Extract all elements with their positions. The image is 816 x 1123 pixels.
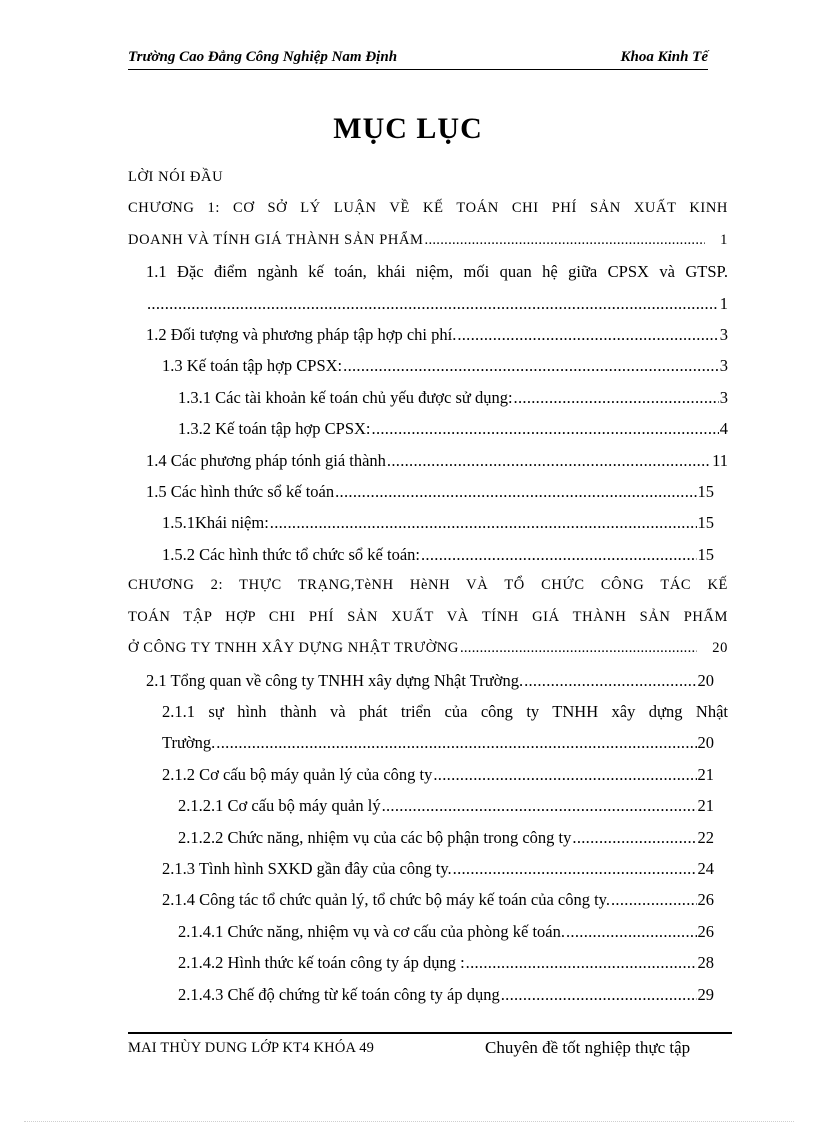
toc-entry[interactable] — [128, 665, 728, 696]
footer-doc-type: Chuyên đề tốt nghiệp thực tập — [485, 1038, 691, 1057]
toc-leader-dots — [425, 225, 706, 256]
toc-page-number: 1 — [720, 231, 728, 248]
toc-leader-dots — [387, 445, 711, 476]
toc-entry-text: 1.3 Kế toán tập hợp CPSX: — [162, 356, 343, 376]
toc-page-number: 20 — [697, 733, 714, 753]
toc-page-number: 15 — [697, 544, 714, 564]
toc-leader-dots — [343, 350, 719, 381]
toc-leader-dots — [524, 665, 696, 696]
toc-leader-dots — [457, 319, 718, 350]
toc-entry[interactable] — [128, 319, 728, 350]
toc-page-number: 21 — [697, 764, 714, 784]
toc-entry-text-line: 1.1 Đặc điểm ngành kế toán, khái niệm, mối quan hệ giữa CPSX và GTSP. — [146, 262, 728, 282]
toc-page-number: 4 — [719, 419, 728, 439]
toc-leader-dots — [421, 539, 697, 570]
toc-page-number: 3 — [719, 356, 728, 376]
toc-entry-text: 2.1.2.1 Cơ cấu bộ máy quản lý — [178, 796, 381, 816]
toc-entry-text-line: CHƯƠNG 2: THỰC TRẠNG,TèNH HèNH VÀ TỔ CHỨC CÔNG TÁC KẾ — [128, 577, 728, 594]
toc-leader-dots — [270, 507, 697, 538]
toc-entry[interactable] — [128, 790, 728, 821]
toc-entry-text: LỜI NÓI ĐẦU — [128, 169, 224, 185]
toc-entry[interactable] — [128, 696, 728, 759]
toc-leader-dots — [566, 916, 697, 947]
toc-page-number: 21 — [697, 796, 714, 816]
toc-entry-text: 2.1.3 Tình hình SXKD gần đây của công ty. — [162, 858, 452, 878]
toc-leader-dots — [572, 822, 696, 853]
toc-entry-text: 1.3.2 Kế toán tập hợp CPSX: — [178, 419, 371, 439]
toc-entry-text: 1.5.1Khái niệm: — [162, 513, 269, 533]
toc-entry-text: 2.1.2 Cơ cấu bộ máy quản lý của công ty — [162, 764, 433, 784]
toc-entry[interactable] — [128, 476, 728, 507]
toc-entry-text: 2.1.4.1 Chức năng, nhiệm vụ và cơ cấu của phòng kế toán. — [178, 921, 565, 941]
toc-entry-text: 1.2 Đối tượng và phương pháp tập hợp chi phí. — [146, 325, 457, 345]
page-title: MỤC LỤC — [333, 112, 483, 145]
toc-entry[interactable] — [128, 256, 728, 319]
toc-entry[interactable] — [128, 445, 728, 476]
toc-entry[interactable] — [128, 193, 728, 256]
toc-page-number: 26 — [697, 921, 714, 941]
toc-entry[interactable] — [128, 539, 728, 570]
toc-leader-dots — [453, 853, 697, 884]
toc-entry[interactable] — [128, 979, 728, 1010]
toc-entry-text: 1.4 Các phương pháp tónh giá thành — [146, 450, 386, 470]
toc-entry-text: 1.5.2 Các hình thức tổ chức sổ kế toán: — [162, 544, 420, 564]
toc-page-number: 15 — [697, 513, 714, 533]
toc-entry-text: Ở CÔNG TY TNHH XÂY DỰNG NHẬT TRƯỜNG — [128, 640, 459, 657]
toc-page-number: 29 — [697, 984, 714, 1004]
toc-page-number: 28 — [697, 953, 714, 973]
toc-entry-text: Trường. — [162, 733, 216, 753]
toc-leader-dots — [216, 727, 696, 758]
toc-entry-text: 2.1.4.3 Chế độ chứng từ kế toán công ty áp dụng — [178, 984, 500, 1004]
toc-page-number: 3 — [719, 387, 728, 407]
toc-entry[interactable] — [128, 382, 728, 413]
toc-entry-text-line: CHƯƠNG 1: CƠ SỞ LÝ LUẬN VỀ KẾ TOÁN CHI PHÍ SẢN XUẤT KINH — [128, 200, 728, 217]
toc-entry[interactable] — [128, 507, 728, 538]
table-of-contents — [128, 162, 728, 1010]
toc-entry-text: 2.1.2.2 Chức năng, nhiệm vụ của các bộ phận trong công ty — [178, 827, 572, 847]
toc-leader-dots — [466, 947, 697, 978]
toc-page-number: 26 — [697, 890, 714, 910]
toc-entry-text: 2.1.4.2 Hình thức kế toán công ty áp dụng : — [178, 953, 465, 973]
toc-leader-dots — [382, 790, 697, 821]
toc-page-number: 3 — [719, 325, 728, 345]
page-footer — [128, 1032, 732, 1057]
toc-entry-text: DOANH VÀ TÍNH GIÁ THÀNH SẢN PHẨM — [128, 231, 424, 248]
toc-page-number: 20 — [712, 640, 728, 657]
toc-entry-text: 2.1 Tổng quan về công ty TNHH xây dựng Nhật Trường. — [146, 670, 524, 690]
footer-author: MAI THÙY DUNG LỚP KT4 KHÓA 49 — [128, 1040, 375, 1056]
toc-page-number: 15 — [697, 482, 714, 502]
toc-page-number: 22 — [697, 827, 714, 847]
toc-leader-dots — [460, 633, 697, 664]
page-edge-divider — [24, 1121, 794, 1122]
toc-leader-dots — [514, 382, 719, 413]
toc-entry[interactable] — [128, 884, 728, 915]
toc-leader-dots — [433, 759, 696, 790]
toc-entry[interactable] — [128, 162, 728, 193]
toc-entry[interactable] — [128, 822, 728, 853]
toc-page-number: 1 — [719, 293, 728, 313]
school-name: Trường Cao Đẳng Công Nghiệp Nam Định — [128, 49, 398, 65]
toc-entry-text-line: 2.1.1 sự hình thành và phát triển của công ty TNHH xây dựng Nhật — [162, 701, 728, 721]
toc-entry[interactable] — [128, 759, 728, 790]
toc-entry[interactable] — [128, 570, 728, 664]
toc-entry-text: 1.5 Các hình thức sổ kế toán — [146, 482, 335, 502]
toc-entry-text: 1.3.1 Các tài khoản kế toán chủ yếu được sử dụng: — [178, 387, 513, 407]
toc-leader-dots — [501, 979, 697, 1010]
toc-page-number: 11 — [712, 450, 728, 470]
toc-page-number: 20 — [697, 670, 714, 690]
toc-leader-dots — [147, 288, 719, 319]
toc-entry-text-line: TOÁN TẬP HỢP CHI PHÍ SẢN XUẤT VÀ TÍNH GIÁ THÀNH SẢN PHẨM — [128, 608, 728, 625]
toc-entry[interactable] — [128, 916, 728, 947]
page-header — [128, 47, 708, 70]
toc-page-number: 24 — [697, 858, 714, 878]
toc-entry[interactable] — [128, 350, 728, 381]
toc-entry[interactable] — [128, 413, 728, 444]
toc-entry-text: 2.1.4 Công tác tổ chức quản lý, tổ chức bộ máy kế toán của công ty. — [162, 890, 610, 910]
toc-entry[interactable] — [128, 853, 728, 884]
toc-leader-dots — [611, 884, 697, 915]
toc-leader-dots — [372, 413, 719, 444]
faculty-name: Khoa Kinh Tế — [620, 49, 708, 65]
toc-leader-dots — [335, 476, 696, 507]
toc-entry[interactable] — [128, 947, 728, 978]
